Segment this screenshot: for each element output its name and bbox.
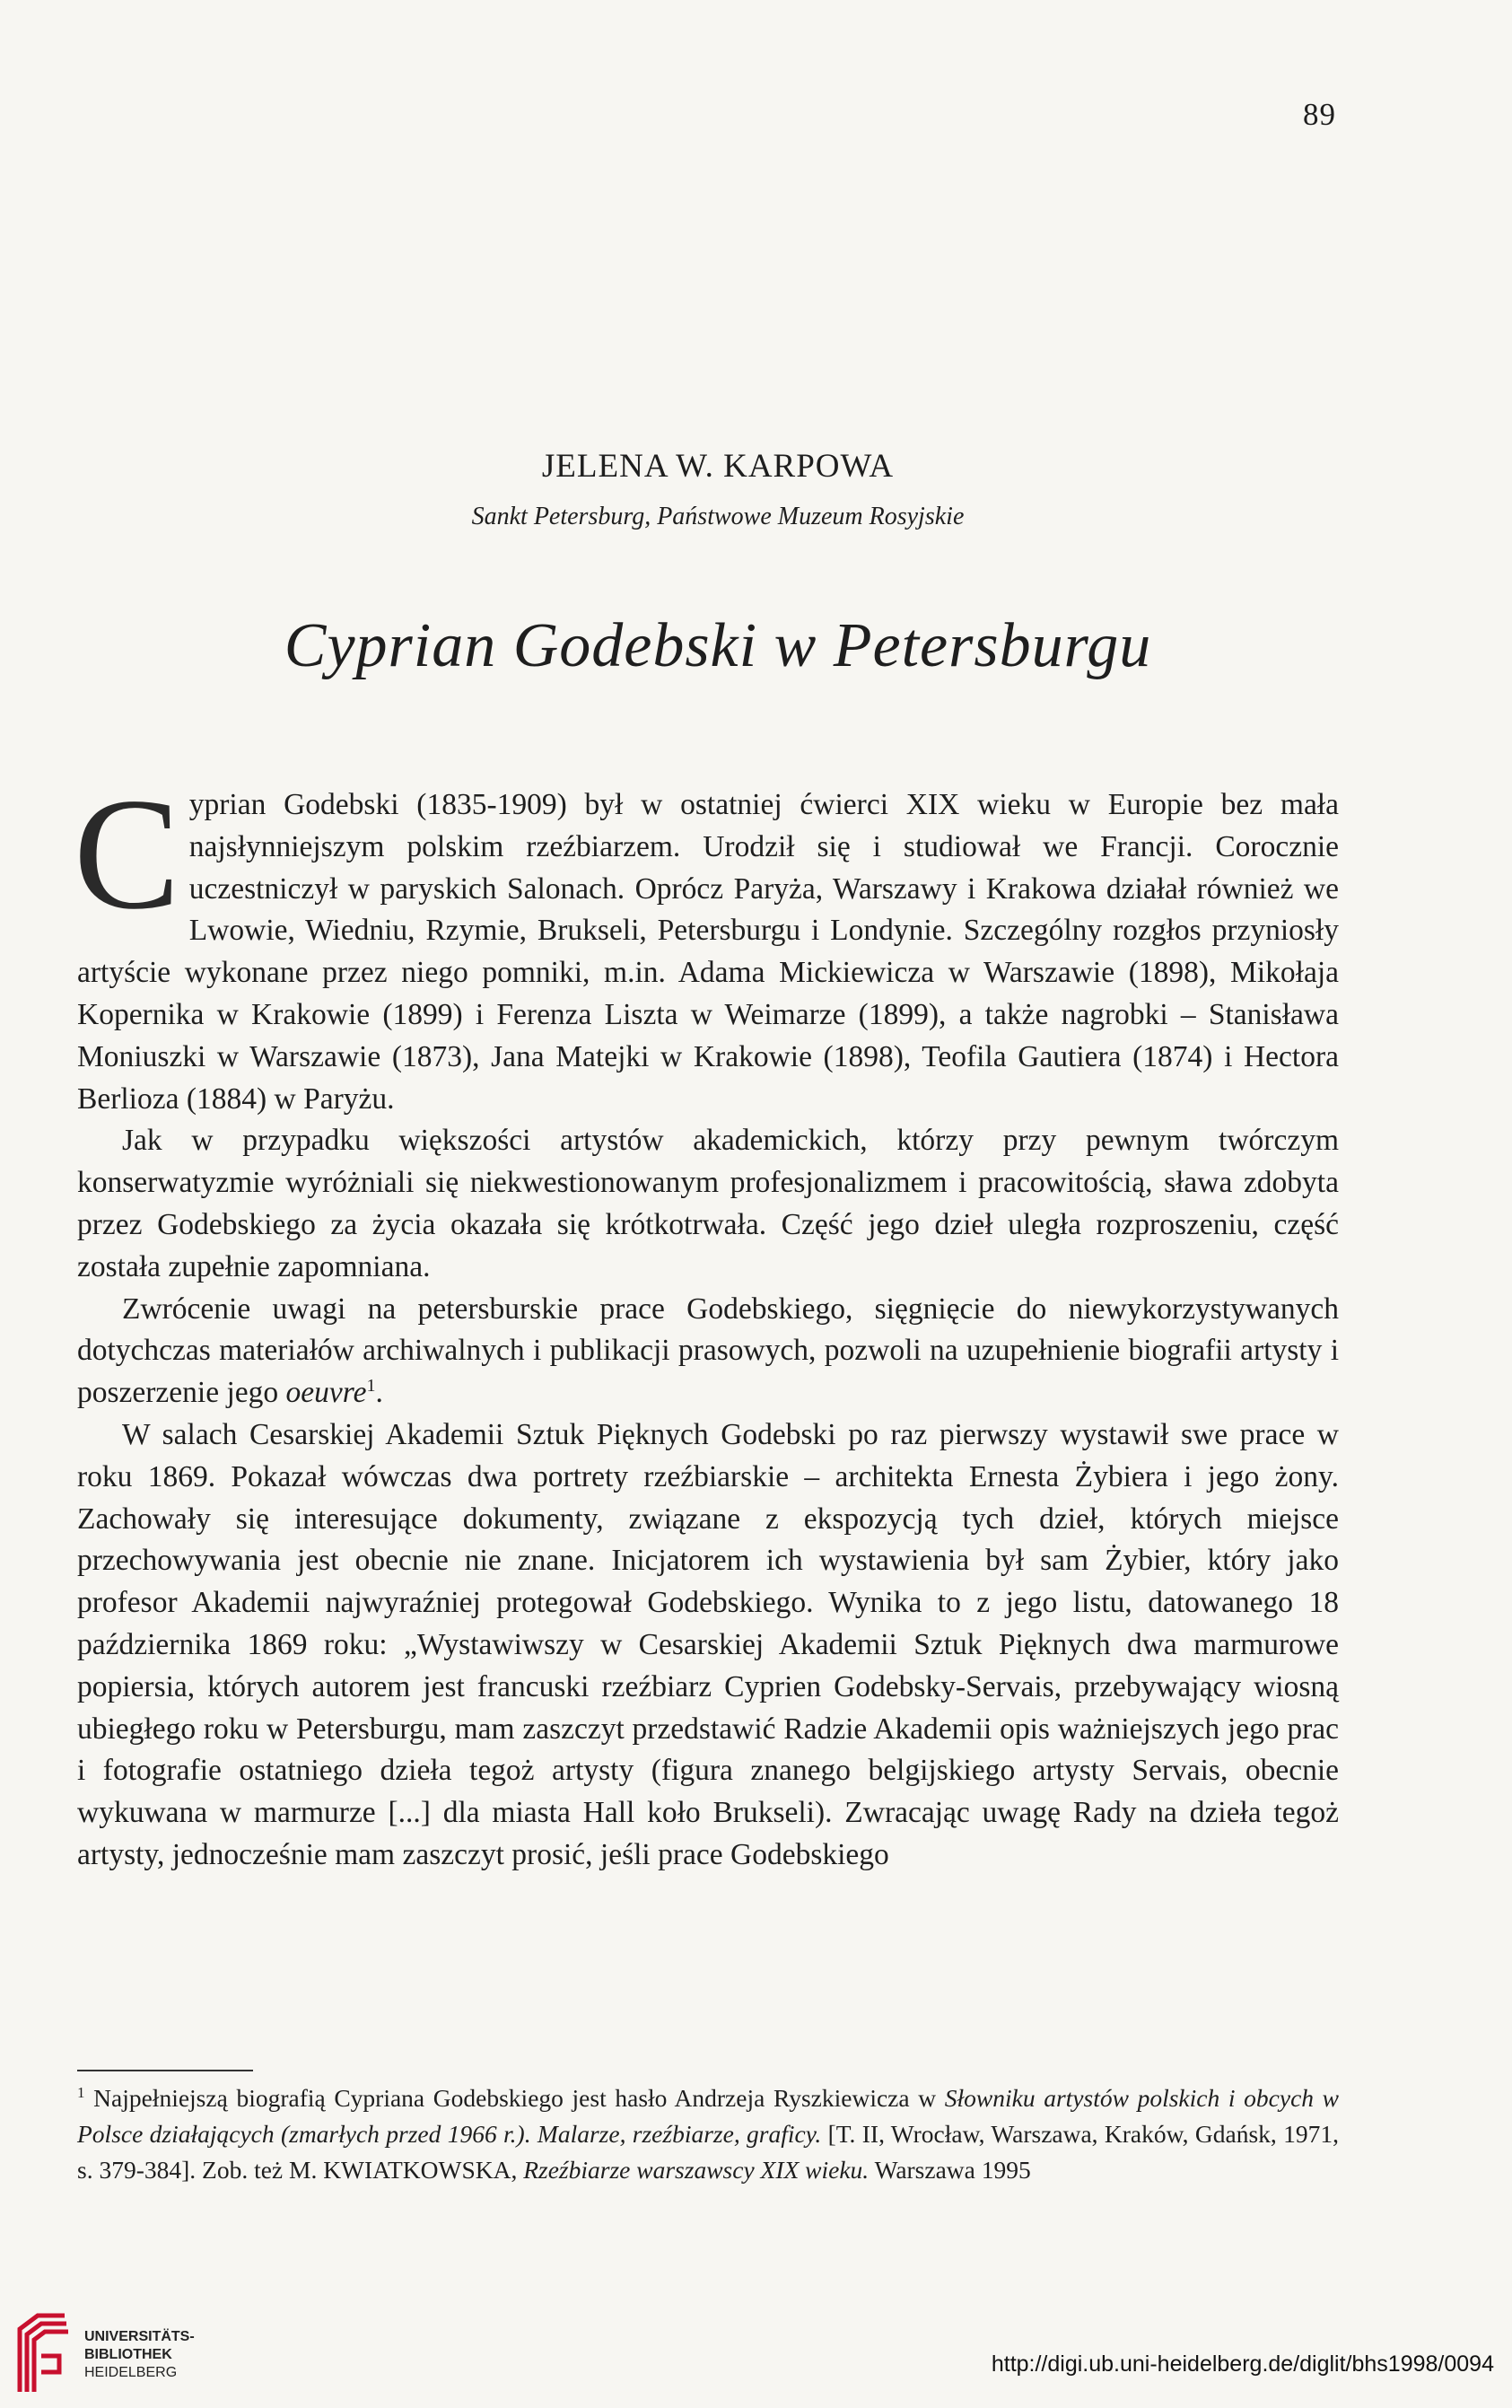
italic-term: oeuvre [285, 1376, 367, 1410]
author-name: JELENA W. KARPOWA [541, 448, 895, 485]
paragraph [74, 765, 1339, 1120]
library-name-line: BIBLIOTHEK [84, 2347, 172, 2362]
library-name-line: HEIDELBERG [84, 2365, 178, 2380]
article-body [74, 765, 1339, 1877]
library-emblem-icon [11, 2302, 83, 2401]
paragraph: Jak w przypadku większości artystów akademickich, którzy przy pewnym twórczym konserwatyzmie wyróżniali się niekwestionowanym profesjonalizmem i pracowitością, sława zdobyta przez Godebskiego za życia okazała się krótkotrwała. Część jego dzieł uległa rozproszeniu, część została zupełnie zapomniana. [77, 1124, 1339, 1283]
article-title: Cyprian Godebski w Petersburgu [284, 611, 1152, 680]
footnote-text: [T. II, Wrocław, Warszawa, Kraków, Gdańsk, 1971, s. 379-384]. Zob. też M. KWIATKOWSKA, [77, 2120, 1339, 2184]
paragraph [77, 1289, 1339, 1414]
footnote-mark: 1 [77, 2083, 85, 2101]
drop-cap: C [74, 765, 180, 942]
paragraph-text: Zwrócenie uwagi na petersburskie prace Godebskiego, sięgnięcie do niewykorzystywanych dotychczas materiałów archiwalnych i publikacji prasowych, pozwoli na uzupełnienie biografii artysty i poszerzenie jego [77, 1292, 1339, 1410]
library-name [84, 2328, 195, 2382]
footnote-title: Rzeźbiarze warszawscy XIX wieku. [523, 2156, 870, 2184]
footnote-title: Słowniku artystów polskich i obcych w Polsce działających (zmarłych przed 1966 r.). Malarze, rzeźbiarze, graficy. [77, 2084, 1340, 2148]
paragraph-text: . [375, 1376, 383, 1410]
source-url-link[interactable]: http://digi.ub.uni-heidelberg.de/diglit/bhs1998/0094 [991, 2351, 1494, 2377]
paragraph-text: yprian Godebski (1835-1909) był w ostatniej ćwierci XIX wieku w Europie bez mała najsłynniejszym polskim rzeźbiarzem. Urodził się i studiował we Francji. Corocznie uczestniczył w paryskich Salonach. Oprócz Paryża, Warszawy i Krakowa działał również we Lwowie, Wiedniu, Rzymie, Brukseli, Petersburgu i Londynie. Szczególny rozgłos przyniosły artyście wykonane przez niego pomniki, m.in. Adama Mickiewicza w Warszawie (1898), Mikołaja Kopernika w Krakowie (1899) i Ferenza Liszta w Weimarze (1899), a także nagrobki – Stanisława Moniuszki w Warszawie (1873), Jana Matejki w Krakowie (1898), Teofila Gautiera (1874) i Hectora Berlioza (1884) w Paryżu. [77, 788, 1339, 1116]
page-number: 89 [1303, 97, 1336, 132]
library-name-line: UNIVERSITÄTS- [84, 2329, 195, 2344]
footnote-text: Warszawa 1995 [869, 2156, 1031, 2184]
author-affiliation: Sankt Petersburg, Państwowe Muzeum Rosyjskie [471, 503, 965, 530]
paragraph: W salach Cesarskiej Akademii Sztuk Pięknych Godebski po raz pierwszy wystawił swe prace w roku 1869. Pokazał wówczas dwa portrety rzeźbiarskie – architekta Ernesta Żybiera i jego żony. Zachowały się interesujące dokumenty, związane z ekspozycją tych dzieł, których miejsce przechowywania jest obecnie nie znane. Inicjatorem ich wystawienia był sam Żybier, który jako profesor Akademii najwyraźniej protegował Godebskiego. Wynika to z jego listu, datowanego 18 października 1869 roku: „Wystawiwszy w Cesarskiej Akademii Sztuk Pięknych dwa marmurowe popiersia, których autorem jest francuski rzeźbiarz Cyprien Godebsky-Servais, przebywający wiosną ubiegłego roku w Petersburgu, mam zaszczyt przedstawić Radzie Akademii opis ważniejszych jego prac i fotografie ostatniego dzieła tegoż artysty (figura znanego belgijskiego artysty Servais, obecnie wykuwana w marmurze [...] dla miasta Hall koło Brukseli). Zwracając uwagę Rady na dzieła tegoż artysty, jednocześnie mam zaszczyt prosić, jeśli prace Godebskiego [77, 1417, 1339, 1871]
footnote [77, 2080, 1339, 2188]
library-logo[interactable] [11, 2302, 235, 2401]
footnote-divider [77, 2070, 253, 2071]
footnote-reference[interactable]: 1 [366, 1376, 376, 1396]
footnote-text: Najpełniejszą biografią Cypriana Godebskiego jest hasło Andrzeja Ryszkiewicza w [84, 2084, 945, 2112]
